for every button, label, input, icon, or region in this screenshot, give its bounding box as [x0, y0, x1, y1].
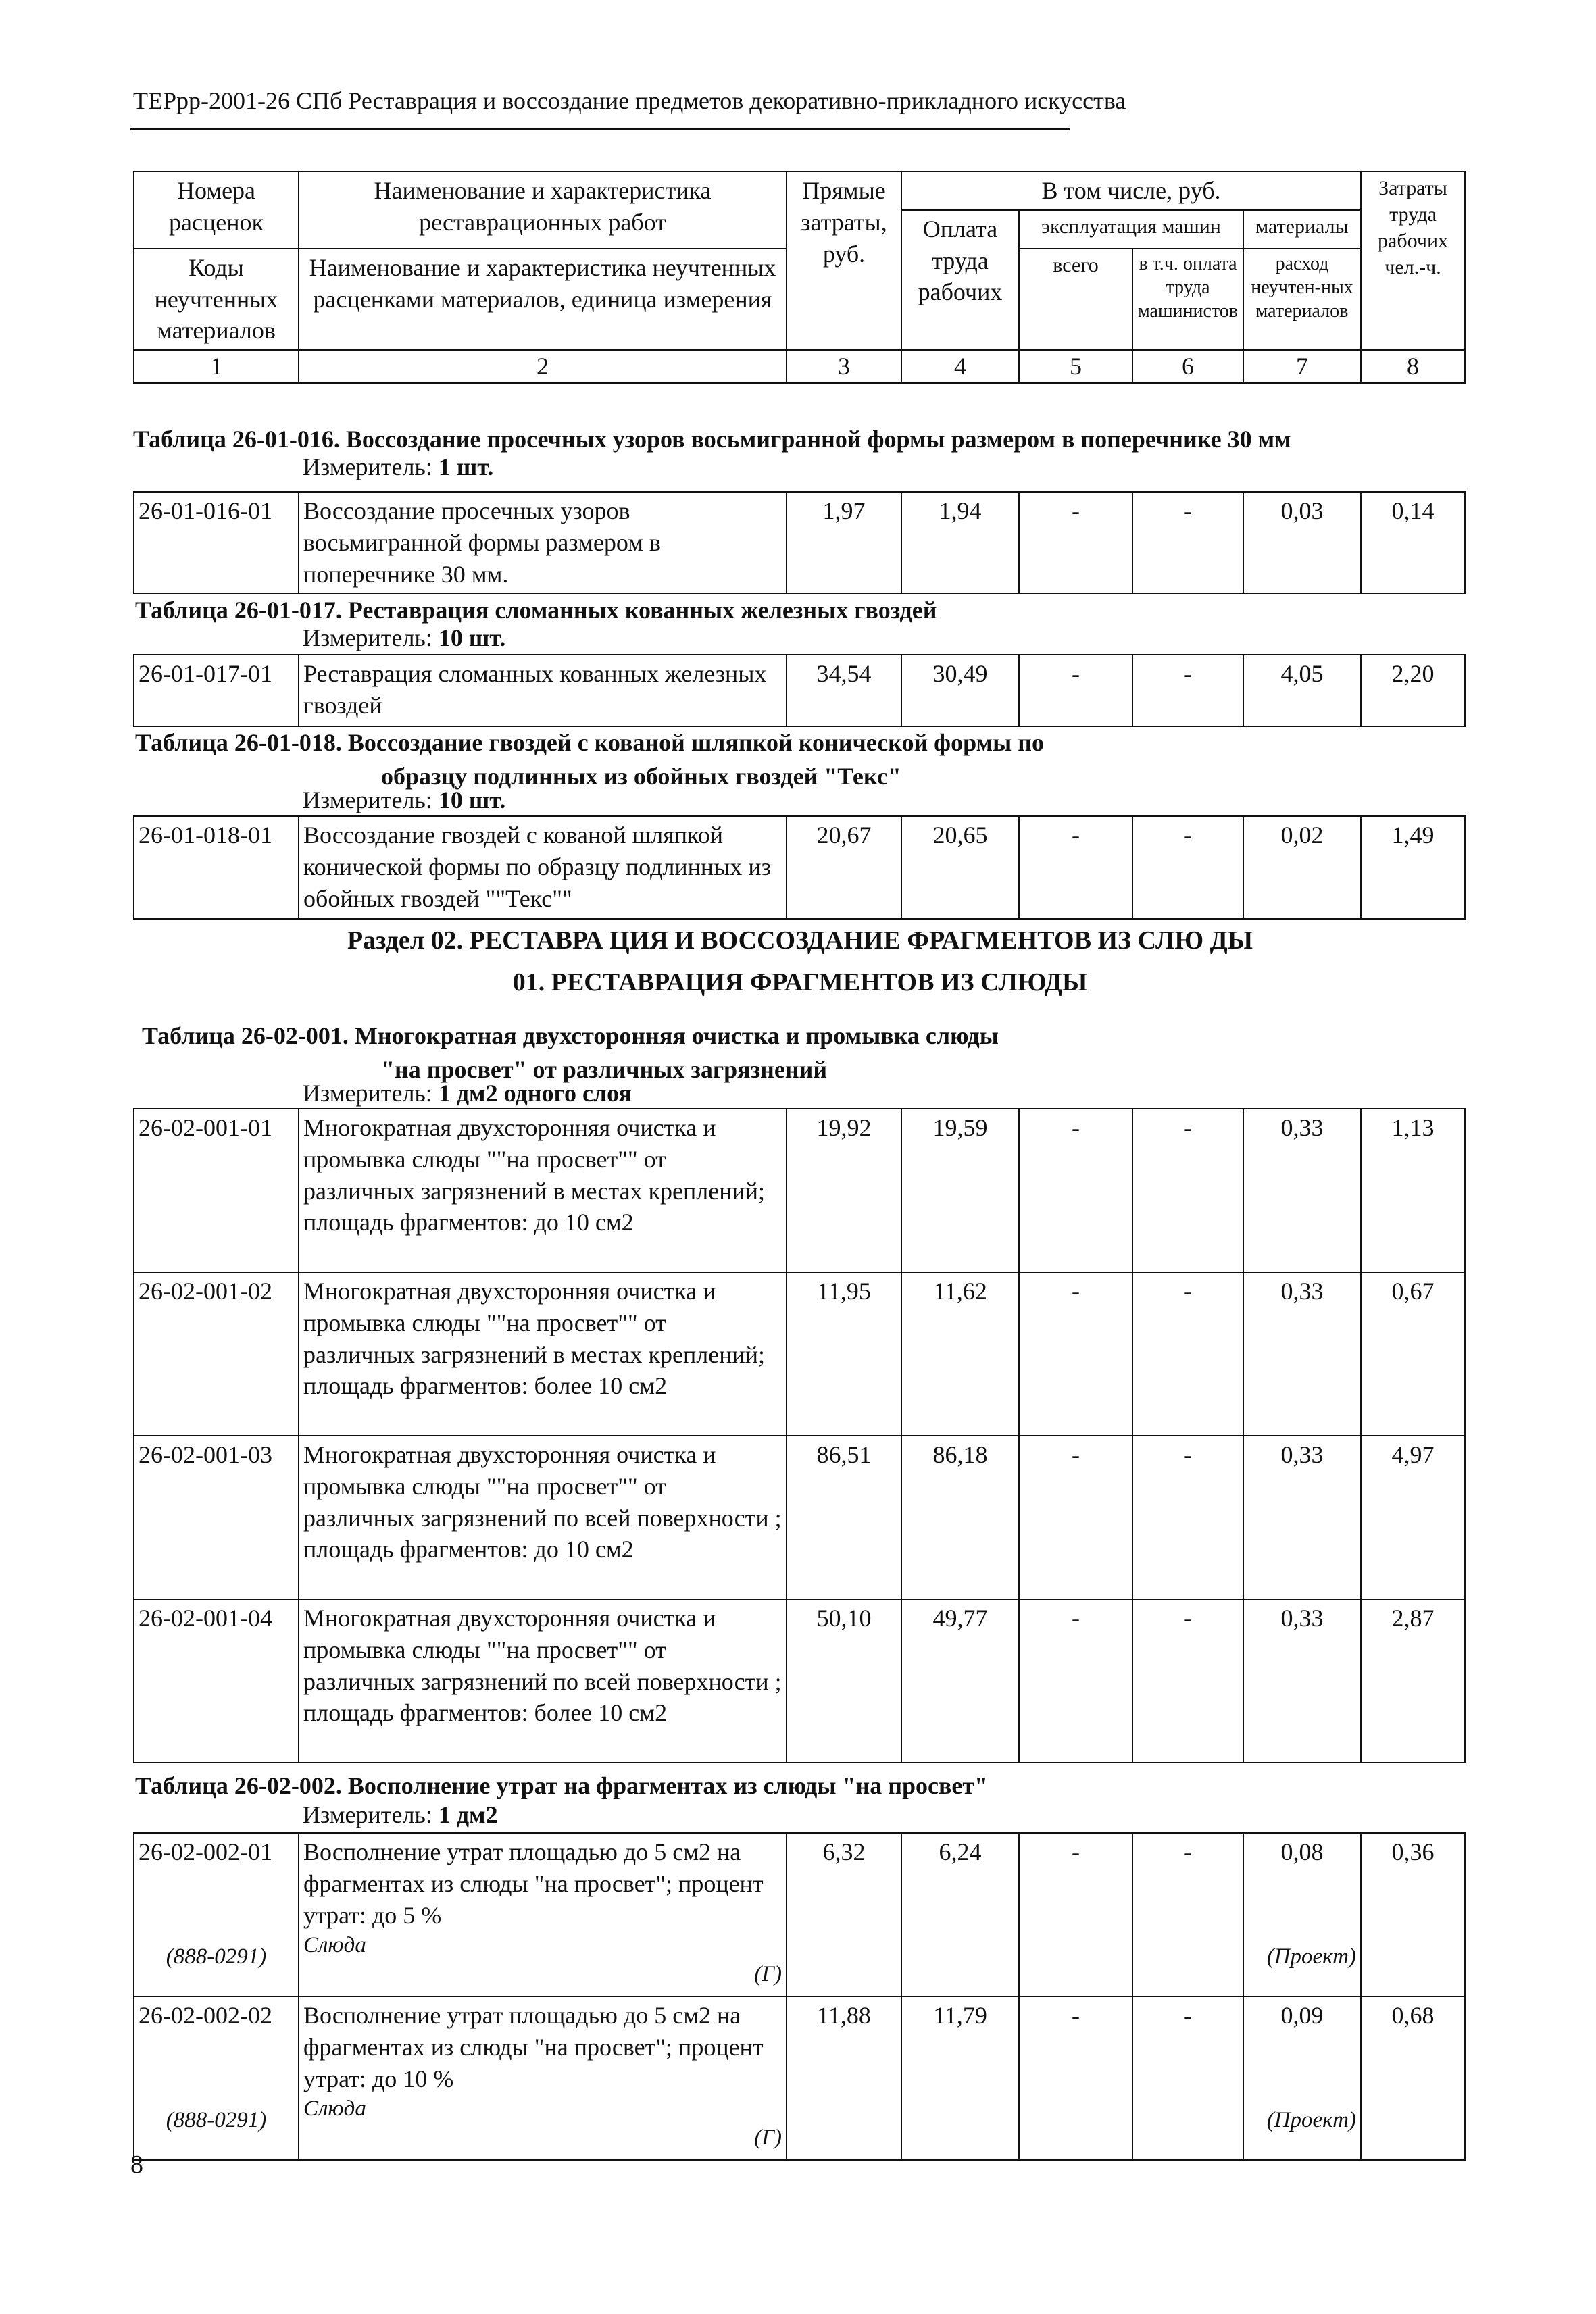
hdr-machinist-pay: в т.ч. оплата труда машинистов	[1132, 249, 1243, 350]
hdr-num-4: 4	[901, 350, 1019, 383]
table-row	[134, 492, 1465, 593]
direct-costs: 50,10	[787, 1599, 901, 1763]
direct-costs: 19,92	[787, 1109, 901, 1272]
material-name: Слюда	[303, 1933, 366, 1958]
rate-code-value: 26-02-002-02	[139, 2002, 272, 2029]
direct-costs: 34,54	[787, 655, 901, 726]
work-name-text: Восполнение утрат площадью до 5 см2 на фрагментах из слюды "на просвет"; процент утрат: до 10 %	[303, 2002, 764, 2092]
machinist-pay: -	[1132, 1833, 1243, 1996]
direct-costs: 11,95	[787, 1272, 901, 1436]
work-name: Воссоздание просечных узоров восьмигранной формы размером в поперечнике 30 мм.	[299, 492, 787, 593]
rate-code	[134, 1833, 299, 1996]
work-name: Многократная двухсторонняя очистка и промывка слюды ""на просвет"" от различных загрязнений по всей поверхности ; площадь фрагментов: более 10 см2	[299, 1599, 787, 1763]
rate-code: 26-02-001-02	[134, 1272, 299, 1436]
hdr-material-usage: расход неучтен-ных материалов	[1243, 249, 1361, 350]
worker-pay: 11,62	[901, 1272, 1019, 1436]
table-row	[134, 1436, 1465, 1599]
measure-26-01-018: Измеритель: 10 шт.	[303, 786, 506, 813]
materials: 0,03	[1243, 492, 1361, 593]
work-name	[299, 1833, 787, 1996]
hdr-material-codes: Коды неучтенных материалов	[134, 249, 299, 350]
materials	[1243, 1996, 1361, 2160]
rate-code: 26-01-017-01	[134, 655, 299, 726]
machinist-pay: -	[1132, 1599, 1243, 1763]
hdr-rate-numbers: Номера расценок	[134, 172, 299, 249]
work-name: Многократная двухсторонняя очистка и промывка слюды ""на просвет"" от различных загрязнений по всей поверхности ; площадь фрагментов: до 10 см2	[299, 1436, 787, 1599]
hdr-worker-pay: Оплата труда рабочих	[901, 210, 1019, 350]
worker-pay: 86,18	[901, 1436, 1019, 1599]
hdr-including: В том числе, руб.	[901, 172, 1361, 210]
machines-total: -	[1019, 1436, 1132, 1599]
material-usage-note: (Проект)	[1266, 2107, 1356, 2132]
table-row	[134, 655, 1465, 726]
machines-total: -	[1019, 1833, 1132, 1996]
hdr-num-5: 5	[1019, 350, 1132, 383]
measure-26-01-017: Измеритель: 10 шт.	[303, 624, 506, 651]
hdr-machines-total: всего	[1019, 249, 1132, 350]
machines-total: -	[1019, 1272, 1132, 1436]
table-row	[134, 1996, 1465, 2160]
direct-costs: 11,88	[787, 1996, 901, 2160]
work-name: Многократная двухсторонняя очистка и промывка слюды ""на просвет"" от различных загрязнений в местах креплений; площадь фрагментов: более 10 см2	[299, 1272, 787, 1436]
material-unit: (Г)	[754, 1962, 782, 1987]
machines-total: -	[1019, 1599, 1132, 1763]
hdr-direct-costs: Прямые затраты, руб.	[787, 172, 901, 350]
hdr-num-2: 2	[299, 350, 787, 383]
materials-value: 0,09	[1280, 2002, 1324, 2029]
work-name: Многократная двухсторонняя очистка и промывка слюды ""на просвет"" от различных загрязнений в местах креплений; площадь фрагментов: до 10 см2	[299, 1109, 787, 1272]
hdr-materials: материалы	[1243, 210, 1361, 249]
table-title-26-01-016: Таблица 26-01-016. Воссоздание просечных узоров восьмигранной формы размером в поперечнике 30 мм	[133, 426, 1291, 453]
material-usage-note: (Проект)	[1266, 1944, 1356, 1969]
direct-costs: 20,67	[787, 816, 901, 919]
direct-costs: 1,97	[787, 492, 901, 593]
rate-code	[134, 1996, 299, 2160]
rate-code: 26-02-001-04	[134, 1599, 299, 1763]
rate-code: 26-01-018-01	[134, 816, 299, 919]
data-table-26-01-016	[133, 491, 1466, 594]
labor-hours: 0,67	[1361, 1272, 1465, 1436]
materials	[1243, 1833, 1361, 1996]
table-row	[134, 1833, 1465, 1996]
worker-pay: 19,59	[901, 1109, 1019, 1272]
machines-total: -	[1019, 655, 1132, 726]
labor-hours: 1,49	[1361, 816, 1465, 919]
work-name: Реставрация сломанных кованных железных гвоздей	[299, 655, 787, 726]
hdr-machines: эксплуатация машин	[1019, 210, 1243, 249]
labor-hours: 2,20	[1361, 655, 1465, 726]
machines-total: -	[1019, 1996, 1132, 2160]
section-title: Раздел 02. РЕСТАВРА ЦИЯ И ВОССОЗДАНИЕ ФРАГМЕНТОВ ИЗ СЛЮ ДЫ	[347, 926, 1253, 955]
rate-code: 26-01-016-01	[134, 492, 299, 593]
materials: 4,05	[1243, 655, 1361, 726]
measure-26-01-016: Измеритель: 1 шт.	[303, 453, 494, 480]
rate-code: 26-02-001-03	[134, 1436, 299, 1599]
worker-pay: 30,49	[901, 655, 1019, 726]
hdr-num-3: 3	[787, 350, 901, 383]
hdr-work-name: Наименование и характеристика реставрационных работ	[299, 172, 787, 249]
direct-costs: 86,51	[787, 1436, 901, 1599]
column-header-table	[133, 171, 1466, 384]
labor-hours: 0,14	[1361, 492, 1465, 593]
hdr-num-8: 8	[1361, 350, 1465, 383]
table-row	[134, 816, 1465, 919]
measure-26-02-002: Измеритель: 1 дм2	[303, 1801, 498, 1828]
machinist-pay: -	[1132, 1996, 1243, 2160]
table-title-line-2: "на просвет" от различных загрязнений	[381, 1056, 828, 1084]
worker-pay: 1,94	[901, 492, 1019, 593]
labor-hours: 0,36	[1361, 1833, 1465, 1996]
table-title-26-01-018	[135, 726, 1044, 794]
material-code: (888-0291)	[166, 2107, 267, 2132]
hdr-material-name: Наименование и характеристика неучтенных расценками материалов, единица измерения	[299, 249, 787, 350]
labor-hours: 4,97	[1361, 1436, 1465, 1599]
material-name: Слюда	[303, 2096, 366, 2121]
header-rule	[130, 128, 1070, 130]
materials: 0,33	[1243, 1599, 1361, 1763]
table-row	[134, 1109, 1465, 1272]
worker-pay: 6,24	[901, 1833, 1019, 1996]
materials: 0,33	[1243, 1109, 1361, 1272]
table-title-line-1: Таблица 26-02-001. Многократная двухсторонняя очистка и промывка слюды	[142, 1022, 999, 1049]
machines-total: -	[1019, 492, 1132, 593]
table-row	[134, 1599, 1465, 1763]
hdr-num-7: 7	[1243, 350, 1361, 383]
work-name-text: Восполнение утрат площадью до 5 см2 на фрагментах из слюды "на просвет"; процент утрат: до 5 %	[303, 1838, 764, 1929]
labor-hours: 0,68	[1361, 1996, 1465, 2160]
table-title-26-01-017: Таблица 26-01-017. Реставрация сломанных кованных железных гвоздей	[135, 597, 937, 624]
machinist-pay: -	[1132, 492, 1243, 593]
machines-total: -	[1019, 1109, 1132, 1272]
materials: 0,02	[1243, 816, 1361, 919]
data-table-26-01-017	[133, 654, 1466, 727]
materials: 0,33	[1243, 1272, 1361, 1436]
hdr-num-1: 1	[134, 350, 299, 383]
labor-hours: 1,13	[1361, 1109, 1465, 1272]
machinist-pay: -	[1132, 816, 1243, 919]
data-table-26-02-002	[133, 1832, 1466, 2161]
machinist-pay: -	[1132, 1109, 1243, 1272]
work-name	[299, 1996, 787, 2160]
table-title-line-1: Таблица 26-01-018. Воссоздание гвоздей с кованой шляпкой конической формы по	[135, 729, 1044, 756]
materials-value: 0,08	[1280, 1838, 1324, 1865]
table-title-26-02-001	[142, 1019, 999, 1087]
work-name: Воссоздание гвоздей с кованой шляпкой конической формы по образцу подлинных из обойных гвоздей ""Текс""	[299, 816, 787, 919]
table-row	[134, 1272, 1465, 1436]
rate-code: 26-02-001-01	[134, 1109, 299, 1272]
machinist-pay: -	[1132, 1272, 1243, 1436]
machinist-pay: -	[1132, 655, 1243, 726]
material-unit: (Г)	[754, 2126, 782, 2150]
hdr-num-6: 6	[1132, 350, 1243, 383]
data-table-26-02-001	[133, 1108, 1466, 1763]
section-subtitle: 01. РЕСТАВРАЦИЯ ФРАГМЕНТОВ ИЗ СЛЮДЫ	[512, 968, 1088, 997]
page-number: 8	[130, 2150, 143, 2179]
measure-26-02-001: Измеритель: 1 дм2 одного слоя	[303, 1080, 632, 1107]
direct-costs: 6,32	[787, 1833, 901, 1996]
material-code: (888-0291)	[166, 1944, 267, 1969]
table-title-line-2: образцу подлинных из обойных гвоздей "Текс"	[381, 763, 901, 790]
worker-pay: 20,65	[901, 816, 1019, 919]
table-title-26-02-002: Таблица 26-02-002. Восполнение утрат на фрагментах из слюды "на просвет"	[135, 1772, 989, 1799]
machines-total: -	[1019, 816, 1132, 919]
hdr-labor-hours: Затраты труда рабочих чел.-ч.	[1361, 172, 1465, 350]
rate-code-value: 26-02-002-01	[139, 1838, 272, 1865]
data-table-26-01-018	[133, 815, 1466, 920]
materials: 0,33	[1243, 1436, 1361, 1599]
page-header: ТЕРрр-2001-26 СПб Реставрация и воссоздание предметов декоративно-прикладного искусства	[133, 87, 1126, 114]
worker-pay: 11,79	[901, 1996, 1019, 2160]
machinist-pay: -	[1132, 1436, 1243, 1599]
labor-hours: 2,87	[1361, 1599, 1465, 1763]
worker-pay: 49,77	[901, 1599, 1019, 1763]
